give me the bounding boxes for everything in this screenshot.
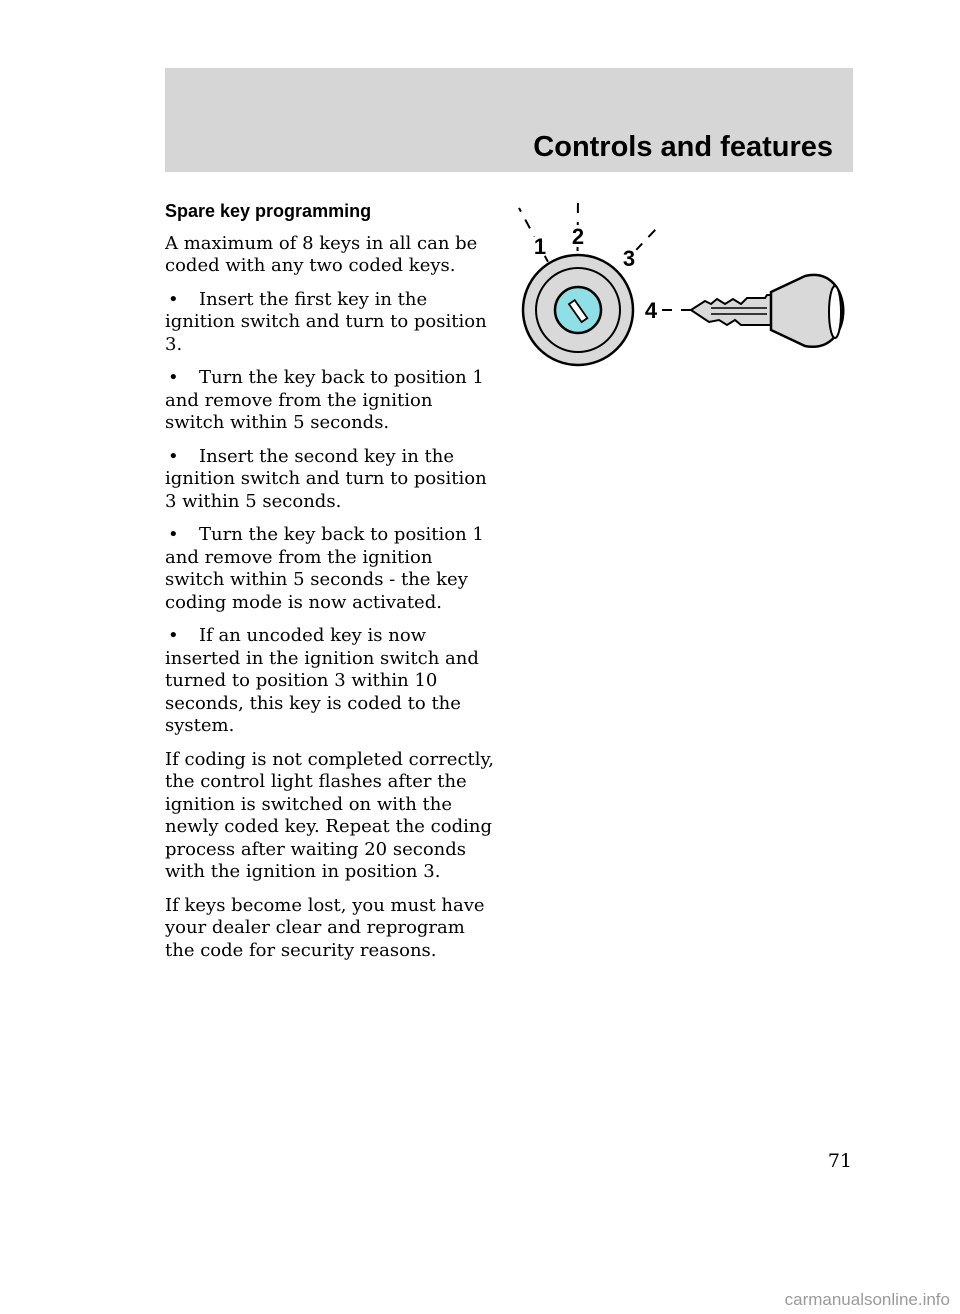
list-item-text: Turn the key back to position 1 and remove from the ignition switch within 5 seconds.	[165, 367, 484, 433]
list-item	[165, 289, 495, 357]
section-heading: Spare key programming	[165, 201, 372, 221]
header-band	[165, 68, 853, 172]
list-item	[165, 367, 495, 435]
bullet-marker: •	[168, 445, 179, 467]
bullet-marker: •	[168, 367, 179, 388]
key-blade	[691, 295, 773, 325]
content-column	[165, 200, 495, 973]
page-title: Controls and features	[533, 131, 833, 163]
coding-failure-paragraph: If coding is not completed correctly, the control light flashes after the ignition is switched on with the newly coded key. Repeat the coding process after waiting 20 seconds with the ignition in position 3.	[165, 748, 495, 882]
list-item-text: If an uncoded key is now inserted in the ignition switch and turned to position 3 within 10 seconds, this key is coded to the system.	[165, 625, 479, 736]
site-watermark: carmanualsonline.info	[784, 1290, 950, 1309]
key-ring-hole	[829, 286, 841, 338]
list-item	[165, 524, 495, 614]
position-1-label: 1	[533, 234, 547, 259]
ignition-switch-diagram	[505, 196, 855, 371]
intro-paragraph: A maximum of 8 keys in all can be coded with any two coded keys.	[165, 232, 478, 276]
position-4-label: 4	[644, 298, 658, 323]
list-item-text: Insert the first key in the ignition switch and turn to position 3.	[165, 288, 487, 355]
position-2-label: 2	[571, 224, 585, 249]
list-item	[165, 446, 495, 514]
page-number: 71	[827, 1150, 852, 1172]
list-item-text: Insert the second key in the ignition switch and turn to position 3 within 5 seconds.	[165, 445, 487, 512]
lost-keys-paragraph: If keys become lost, you must have your dealer clear and reprogram the code for security reasons.	[165, 894, 485, 961]
bullet-marker: •	[168, 524, 179, 545]
list-item-text: Turn the key back to position 1 and remove from the ignition switch within 5 seconds - the key coding mode is now activated.	[165, 524, 484, 613]
bullet-marker: •	[168, 288, 179, 310]
position-3-label: 3	[622, 246, 636, 271]
list-item	[165, 625, 495, 738]
bullet-marker: •	[168, 625, 179, 646]
